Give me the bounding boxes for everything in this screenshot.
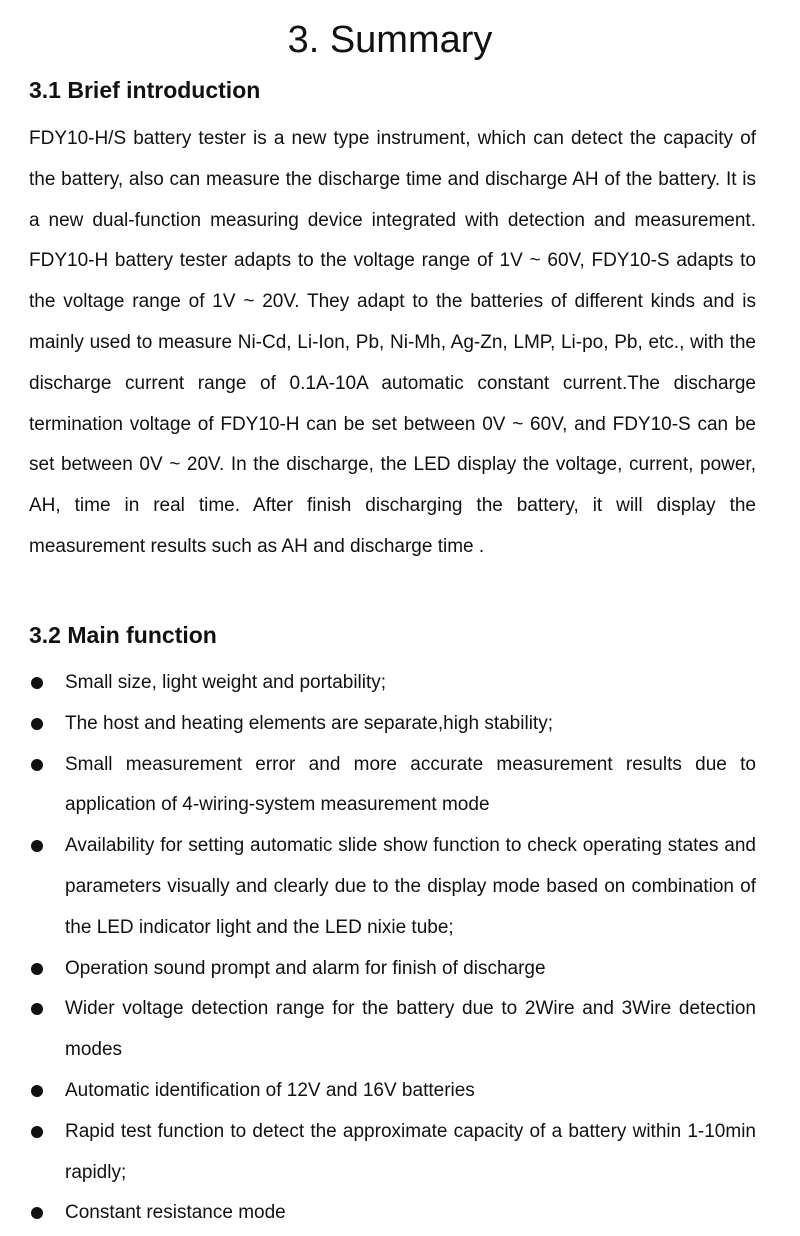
list-item-text: Constant resistance mode xyxy=(65,1202,286,1224)
list-item-text: Automatic identification of 12V and 16V batteries xyxy=(65,1079,475,1101)
list-item-text: Operation sound prompt and alarm for finish of discharge xyxy=(65,957,546,979)
bullet-dot-icon xyxy=(31,718,43,730)
list-item xyxy=(0,989,756,1071)
list-item-text: Small size, light weight and portability; xyxy=(65,672,387,693)
list-item xyxy=(0,745,756,827)
bullet-dot-icon xyxy=(31,677,43,689)
list-item-text: Rapid test function to detect the approximate capacity of a battery within 1-10min rapidly; xyxy=(65,1120,756,1183)
list-item xyxy=(0,1071,756,1112)
list-item xyxy=(0,1112,756,1194)
introduction-paragraph: FDY10-H/S battery tester is a new type instrument, which can detect the capacity of the battery, also can measure the discharge time and discharge AH of the battery. It is a new dual-function measuring device integrated with detection and measurement. FDY10-H battery tester adapts to the voltage range of 1V ~ 60V, FDY10-S adapts to the voltage range of 1V ~ 20V. They adapt to the batteries of different kinds and is mainly used to measure Ni-Cd, Li-Ion, Pb, Ni-Mh, Ag-Zn, LMP, Li-po, Pb, etc., with the discharge current range of 0.1A-10A automatic constant current.The discharge termination voltage of FDY10-H can be set between 0V ~ 60V, and FDY10-S can be set between 0V ~ 20V. In the discharge, the LED display the voltage, current, power, AH, time in real time. After finish discharging the battery, it will display the measurement results such as AH and discharge time . xyxy=(29,128,756,557)
bullet-dot-icon xyxy=(31,1126,43,1138)
bullet-dot-icon xyxy=(31,840,43,852)
page-title: 3. Summary xyxy=(287,19,493,61)
bullet-dot-icon xyxy=(31,1207,43,1219)
list-item xyxy=(0,1193,756,1234)
list-item-text: The host and heating elements are separate,high stability; xyxy=(65,712,553,734)
bullet-dot-icon xyxy=(31,1085,43,1097)
list-item-text: Small measurement error and more accurate measurement results due to application of 4-wiring-system measurement mode xyxy=(65,753,756,816)
list-item xyxy=(0,704,756,745)
section-heading-main-function: 3.2 Main function xyxy=(29,622,217,648)
bullet-dot-icon xyxy=(31,963,43,975)
list-item xyxy=(0,663,756,704)
list-item xyxy=(0,949,756,990)
bullet-dot-icon xyxy=(31,1003,43,1015)
bullet-dot-icon xyxy=(31,759,43,771)
list-item-text: Availability for setting automatic slide show function to check operating states and parameters visually and clearly due to the display mode based on combination of the LED indicator light and the LED nixie tube; xyxy=(65,835,756,938)
list-item-text: Wider voltage detection range for the battery due to 2Wire and 3Wire detection modes xyxy=(65,998,756,1061)
section-heading-brief-introduction: 3.1 Brief introduction xyxy=(29,77,261,103)
list-item xyxy=(0,826,756,948)
main-function-list xyxy=(0,663,800,1234)
